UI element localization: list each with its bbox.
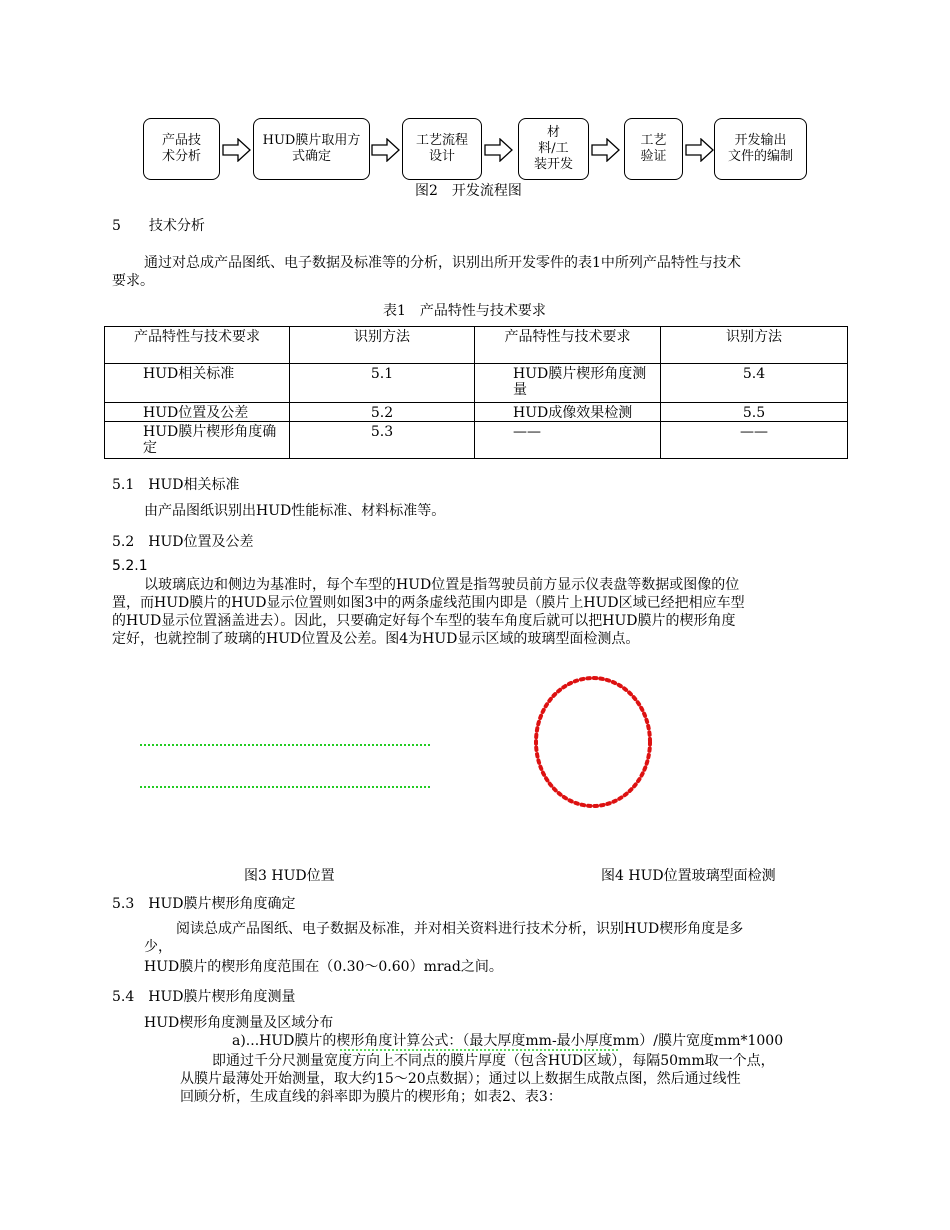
arrow-right-icon <box>371 138 401 162</box>
section-5-2-line: 以玻璃底边和侧边为基准时，每个车型的HUD位置是指驾驶员前方显示仪表盘等数据或图像的位 <box>144 577 740 593</box>
figure-4-caption: 图4 HUD位置玻璃型面检测 <box>601 868 776 884</box>
table-cell: HUD膜片楔形角度确定 <box>105 422 290 459</box>
table-cell: HUD成像效果检测 <box>475 403 661 422</box>
table-cell: HUD相关标准 <box>105 364 290 403</box>
table-cell: —— <box>661 422 848 459</box>
table-row <box>105 364 848 403</box>
table-cell: —— <box>475 422 661 459</box>
section-5-4-line: 即通过千分尺测量宽度方向上不同点的膜片厚度（包含HUD区域），每隔50mm取一个点， <box>212 1053 775 1069</box>
table-header-cell: 识别方法 <box>290 327 475 364</box>
figure-3-caption: 图3 HUD位置 <box>244 868 335 884</box>
flow-step-3: 工艺流程 设计 <box>402 118 482 180</box>
table-header-cell: 产品特性与技术要求 <box>475 327 661 364</box>
section-5-1-heading: 5.1 HUD相关标准 <box>112 477 240 493</box>
table-cell: HUD位置及公差 <box>105 403 290 422</box>
hud-position-figure <box>138 740 434 792</box>
section-5-4-line: 从膜片最薄处开始测量，取大约15～20点数据）；通过以上数据生成散点图，然后通过线性 <box>180 1071 741 1087</box>
arrow-right-icon <box>685 138 715 162</box>
section-5-4-subheading: HUD楔形角度测量及区域分布 <box>144 1015 334 1031</box>
section-5-2-line: 的HUD显示位置涵盖进去）。因此，只要确定好每个车型的装车角度后就可以把HUD膜片的楔形角度 <box>112 613 736 629</box>
table-cell: 5.4 <box>661 364 848 403</box>
hud-inspection-figure <box>530 673 656 811</box>
section-5-3-line: 少， <box>144 939 172 955</box>
figure-2-caption: 图2 开发流程图 <box>415 183 522 199</box>
arrow-right-icon <box>222 138 252 162</box>
section-5-2-line: 定好，也就控制了玻璃的HUD位置及公差。图4为HUD显示区域的玻璃型面检测点。 <box>112 631 640 647</box>
section-5-2-line: 置，而HUD膜片的HUD显示位置则如图3中的两条虚线范围内即是（膜片上HUD区域已经把相应车型 <box>112 595 745 611</box>
arrow-right-icon <box>591 138 621 162</box>
flow-step-2: HUD膜片取用方 式确定 <box>253 118 370 180</box>
section-5-2-heading: 5.2 HUD位置及公差 <box>112 534 254 550</box>
table-cell: 5.5 <box>661 403 848 422</box>
table-row <box>105 403 848 422</box>
flow-step-1: 产品技 术分析 <box>143 118 220 180</box>
section-5-4-heading: 5.4 HUD膜片楔形角度测量 <box>112 989 296 1005</box>
section-5-3-line: 阅读总成产品图纸、电子数据及标准，并对相关资料进行技术分析，识别HUD楔形角度是多 <box>176 921 744 937</box>
table-row <box>105 422 848 459</box>
section-5-4-line: 回顾分析，生成直线的斜率即为膜片的楔形角；如表2、表3： <box>180 1089 562 1105</box>
table-cell: HUD膜片楔形角度测量 <box>475 364 661 403</box>
arrow-right-icon <box>484 138 514 162</box>
flow-step-5: 工艺 验证 <box>624 118 683 180</box>
flow-step-4: 材 料/工 装开发 <box>518 118 589 180</box>
table-header-cell: 产品特性与技术要求 <box>105 327 290 364</box>
section-5-3-heading: 5.3 HUD膜片楔形角度确定 <box>112 896 296 912</box>
section-5-heading: 5 技术分析 <box>112 218 205 234</box>
section-5-paragraph-cont: 要求。 <box>112 273 154 289</box>
formula-line: a)...HUD膜片的楔形角度计算公式：（最大厚度mm-最小厚度mm）/膜片宽度mm*1000 <box>232 1033 784 1049</box>
table-header-cell: 识别方法 <box>661 327 848 364</box>
section-5-3-line: HUD膜片的楔形角度范围在（0.30～0.60）mrad之间。 <box>144 959 503 975</box>
flow-step-6: 开发输出 文件的编制 <box>714 118 807 180</box>
table-cell: 5.3 <box>290 422 475 459</box>
section-5-1-body: 由产品图纸识别出HUD性能标准、材料标准等。 <box>144 503 446 519</box>
section-5-paragraph: 通过对总成产品图纸、电子数据及标准等的分析，识别出所开发零件的表1中所列产品特性与技术 <box>144 255 741 271</box>
table-cell: 5.1 <box>290 364 475 403</box>
table-cell: 5.2 <box>290 403 475 422</box>
inspection-dotted-circle <box>536 678 650 806</box>
section-5-2-1-heading: 5.2.1 <box>112 558 148 574</box>
spec-table <box>104 326 848 459</box>
table-header-row <box>105 327 848 364</box>
table-1-caption: 表1 产品特性与技术要求 <box>383 303 546 319</box>
